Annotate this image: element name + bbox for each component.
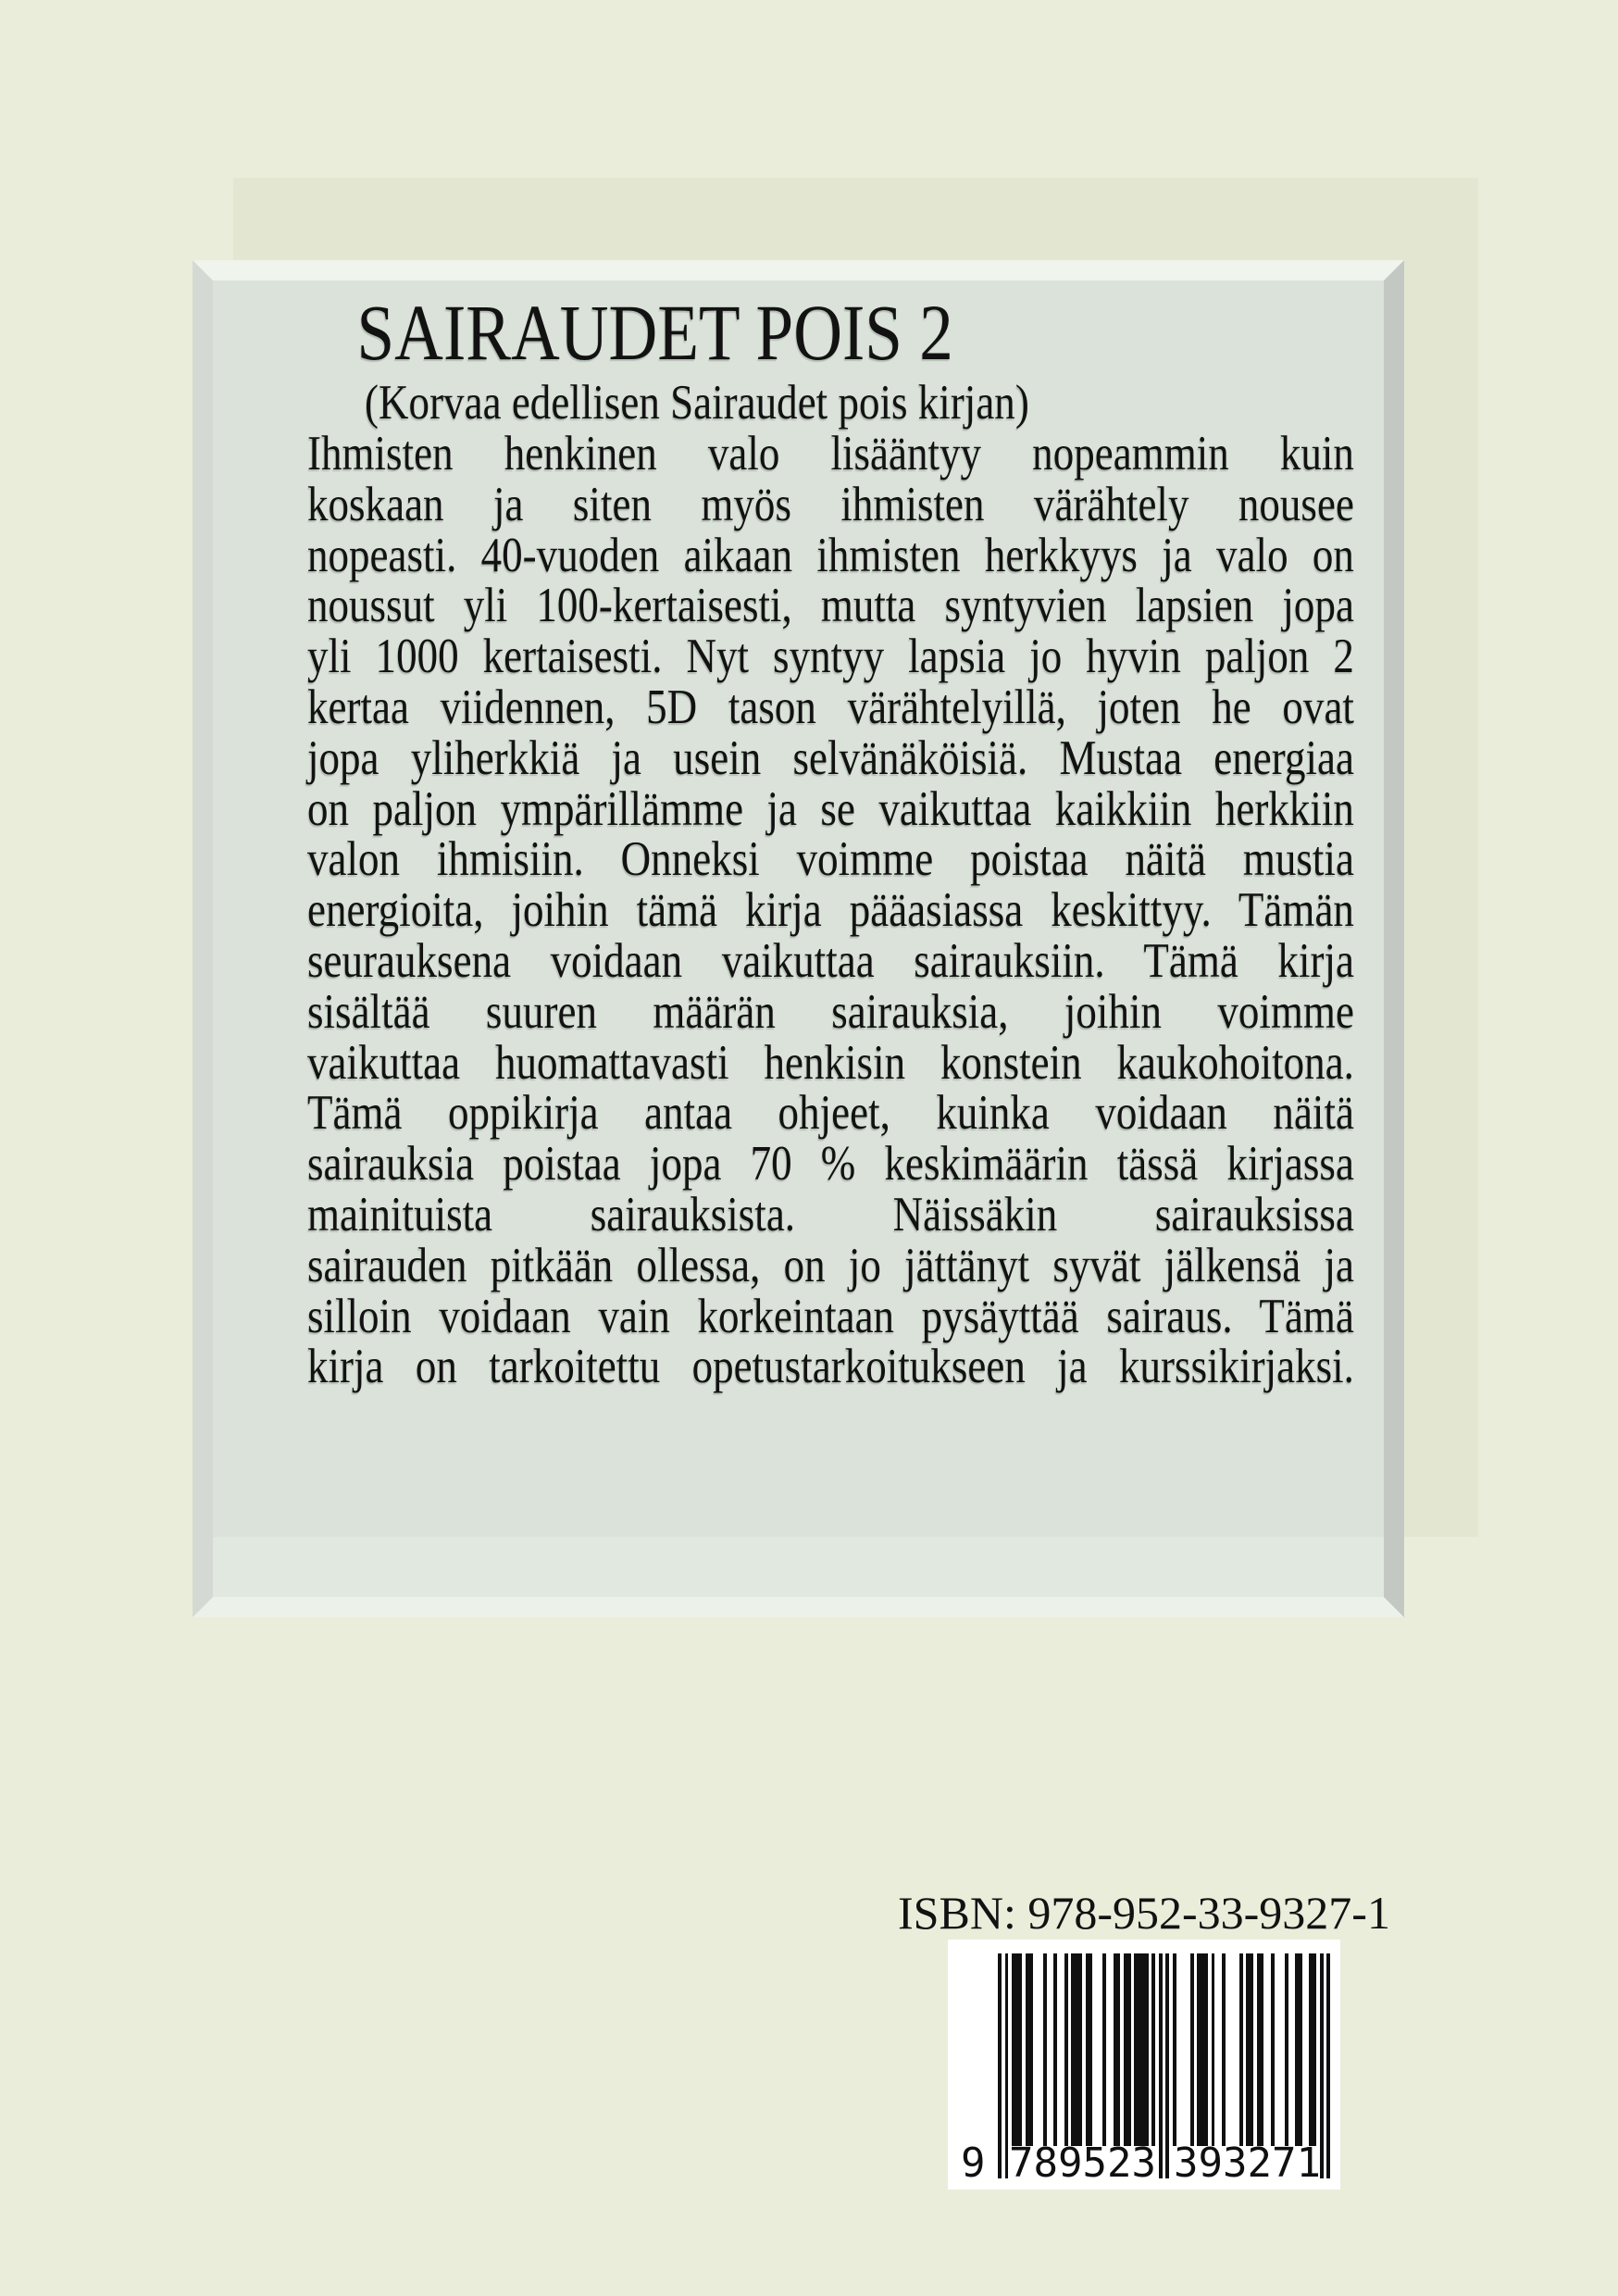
description-line: kirja on tarkoitettu opetustarkoitukseen ja kurssikirjaksi. bbox=[307, 1340, 1354, 1394]
barcode-bar bbox=[1295, 1953, 1302, 2146]
book-subtitle: (Korvaa edellisen Sairaudet pois kirjan) bbox=[365, 376, 1029, 430]
barcode-bar bbox=[1212, 1953, 1215, 2146]
barcode-bar bbox=[1151, 1953, 1155, 2146]
barcode-bar bbox=[1005, 1953, 1009, 2178]
barcode-bar bbox=[1043, 1953, 1047, 2146]
barcode-right-digits: 393271 bbox=[1174, 2140, 1321, 2187]
barcode-left-digits: 789523 bbox=[1009, 2140, 1156, 2187]
description-line: silloin voidaan vain korkeintaan pysäyttää sairaus. Tämä bbox=[307, 1289, 1354, 1343]
barcode-bar bbox=[1190, 1953, 1194, 2146]
description-line: seurauksena voidaan vaikuttaa sairauksiin. Tämä kirja bbox=[307, 933, 1354, 988]
barcode-bar bbox=[1271, 1953, 1275, 2146]
description-line: on paljon ympärillämme ja se vaikuttaa kaikkiin herkkiin bbox=[307, 781, 1354, 836]
barcode-bar bbox=[1246, 1953, 1253, 2146]
book-title: SAIRAUDET POIS 2 bbox=[356, 288, 953, 377]
description-line: valon ihmisiin. Onneksi voimme poistaa näitä mustia bbox=[307, 832, 1354, 887]
barcode-first-digit: 9 bbox=[961, 2140, 986, 2187]
barcode-bar bbox=[1053, 1953, 1057, 2146]
barcode-bar bbox=[1239, 1953, 1243, 2146]
description-line: Tämä oppikirja antaa ohjeet, kuinka voidaan näitä bbox=[307, 1086, 1354, 1141]
cover-text-block bbox=[307, 288, 1354, 1392]
barcode-bar bbox=[1285, 1953, 1288, 2146]
description-line: sairauksia poistaa jopa 70 % keskimäärin tässä kirjassa bbox=[307, 1137, 1354, 1192]
barcode bbox=[948, 1940, 1340, 2190]
barcode-bar bbox=[1197, 1953, 1207, 2146]
isbn-label: ISBN: 978-952-33-9327-1 bbox=[898, 1887, 1390, 1939]
barcode-bar bbox=[1159, 1953, 1163, 2178]
barcode-bar bbox=[1165, 1953, 1169, 2178]
barcode-bar bbox=[1026, 1953, 1033, 2146]
barcode-bar bbox=[1222, 1953, 1226, 2146]
description-line: noussut yli 100-kertaisesti, mutta syntyvien lapsien jopa bbox=[307, 579, 1354, 633]
barcode-bar bbox=[1326, 1953, 1330, 2178]
barcode-bar bbox=[1012, 1953, 1022, 2146]
description-line: sisältää suuren määrän sairauksia, joihin voimme bbox=[307, 984, 1354, 1039]
barcode-bar bbox=[998, 1953, 1002, 2178]
description-line: Ihmisten henkinen valo lisääntyy nopeammin kuin bbox=[307, 427, 1354, 480]
description-line: sairauden pitkään ollessa, on jo jättänyt syvät jälkensä ja bbox=[307, 1238, 1354, 1292]
back-cover-panel bbox=[193, 260, 1404, 1617]
description-line: kertaa viidennen, 5D tason värähtelyillä, joten he ovat bbox=[307, 680, 1354, 734]
cover-content bbox=[213, 281, 1384, 1597]
description-line: koskaan ja siten myös ihmisten värähtely nousee bbox=[307, 477, 1354, 531]
barcode-bar bbox=[1257, 1953, 1264, 2146]
barcode-bar bbox=[1124, 1953, 1131, 2146]
barcode-bar bbox=[1173, 1953, 1176, 2146]
description-line: vaikuttaa huomattavasti henkisin konstein kaukohoitona. bbox=[307, 1035, 1354, 1090]
barcode-bar bbox=[1114, 1953, 1121, 2146]
description-line: mainituista sairauksista. Näissäkin sairauksissa bbox=[307, 1187, 1354, 1242]
description-line: nopeasti. 40-vuoden aikaan ihmisten herkkyys ja valo on bbox=[307, 528, 1354, 582]
barcode-bar bbox=[1102, 1953, 1106, 2146]
barcode-bar bbox=[1309, 1953, 1316, 2146]
description-line: jopa yliherkkiä ja usein selvänäköisiä. Mustaa energiaa bbox=[307, 730, 1354, 785]
description-line: yli 1000 kertaisesti. Nyt syntyy lapsia jo hyvin paljon 2 bbox=[307, 630, 1354, 684]
barcode-bar bbox=[1064, 1953, 1068, 2146]
book-description bbox=[307, 429, 1354, 1392]
barcode-bar bbox=[1134, 1953, 1148, 2146]
barcode-bar bbox=[1071, 1953, 1081, 2146]
barcode-bar bbox=[1086, 1953, 1093, 2146]
description-line: energioita, joihin tämä kirja pääasiassa keskittyy. Tämän bbox=[307, 883, 1354, 938]
